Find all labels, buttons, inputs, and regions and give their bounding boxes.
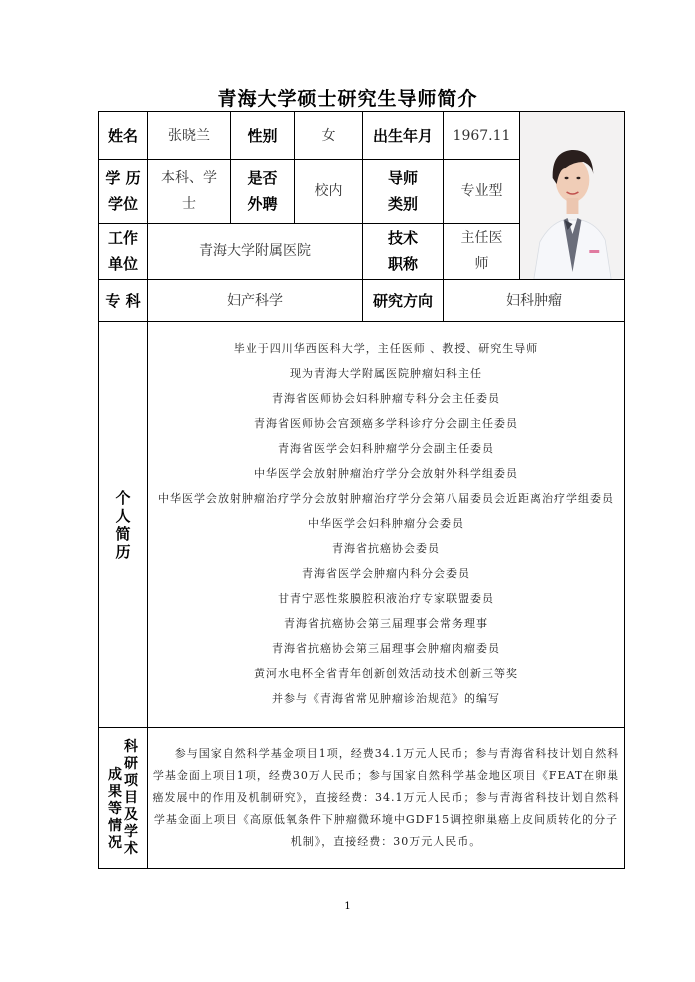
- bio-label-char: 个: [115, 488, 131, 507]
- bio-item: 毕业于四川华西医科大学，主任医师 、教授、研究生导师: [233, 342, 539, 355]
- degree-value-line1: 本科、学: [161, 170, 217, 187]
- degree-label-line2: 学位: [107, 195, 138, 214]
- research-value: 妇科肿瘤: [444, 280, 625, 322]
- work-label-line2: 单位: [107, 255, 138, 274]
- achievements-label-char: 学: [124, 823, 138, 840]
- achievements-label-char: 术: [124, 840, 138, 857]
- degree-label: [99, 160, 148, 223]
- gender-label: 性别: [231, 112, 295, 160]
- achievements-label-col1: [108, 745, 122, 852]
- achievements-label-col2: [124, 739, 138, 858]
- achievements-label-char: 情: [108, 817, 122, 834]
- external-label: [231, 160, 295, 223]
- bio-item: 中华医学会放射肿瘤治疗学分会放射外科学组委员: [254, 467, 518, 480]
- bio-item: 青海省抗癌协会第三届理事会肿瘤肉瘤委员: [272, 642, 500, 655]
- bio-item: 并参与《青海省常见肿瘤诊治规范》的编写: [272, 692, 500, 705]
- achievements-label-char: 果: [108, 783, 122, 800]
- photo-cell: [520, 112, 625, 280]
- bio-item: 黄河水电杯全省青年创新创效活动技术创新三等奖: [254, 667, 518, 680]
- gender-value: 女: [295, 112, 363, 160]
- external-value: 校内: [295, 160, 363, 223]
- type-label: [363, 160, 444, 223]
- title-label: [363, 223, 444, 279]
- bio-item: 青海省医师协会妇科肿瘤专科分会主任委员: [272, 392, 500, 405]
- bio-item: 青海省医学会妇科肿瘤学分会副主任委员: [278, 442, 494, 455]
- name-value: 张晓兰: [148, 112, 231, 160]
- degree-value: [148, 160, 231, 223]
- research-label: 研究方向: [363, 280, 444, 322]
- page-number: 1: [344, 901, 351, 912]
- name-label: 姓名: [99, 112, 148, 160]
- bio-item: 中华医学会放射肿瘤治疗学分会放射肿瘤治疗学分会第八届委员会近距离治疗学组委员: [158, 492, 614, 505]
- birth-label: 出生年月: [363, 112, 444, 160]
- degree-value-line2: 士: [182, 196, 196, 213]
- title-value: [444, 223, 520, 279]
- type-label-line1: 导师: [387, 169, 418, 188]
- bio-label-char: 简: [115, 524, 131, 543]
- external-label-line2: 外聘: [247, 195, 278, 214]
- bio-list: [148, 322, 625, 728]
- type-label-line2: 类别: [387, 195, 418, 214]
- title-label-line2: 职称: [387, 255, 418, 274]
- work-value: 青海大学附属医院: [148, 223, 363, 279]
- bio-label-char: 人: [115, 506, 131, 525]
- bio-item: 青海省医学会肿瘤内科分会委员: [302, 567, 470, 580]
- birth-value: 1967.11: [444, 112, 520, 160]
- title-label-line1: 技术: [387, 229, 418, 248]
- achievements-label-char: 研: [124, 755, 138, 772]
- external-label-line1: 是否: [247, 169, 278, 188]
- bio-label-char: 历: [115, 542, 131, 561]
- bio-label: [99, 322, 148, 728]
- degree-label-line1: 学 历: [105, 169, 141, 188]
- achievements-text: 参与国家自然科学基金项目1项，经费34.1万元人民币；参与青海省科技计划自然科学基金面上项目1项，经费30万人民币；参与国家自然科学基金地区项目《FEAT在卵巢癌发展中的作用及机制研究》，直接经费：34.1万元人民币；参与青海省科技计划自然科学基金面上项目《高原低氧条件下肿瘤微环境中GDF15调控卵巢癌上皮间质转化的分子机制》，直接经费：30万元人民币。: [148, 728, 625, 869]
- page-title: 青海大学硕士研究生导师简介: [217, 88, 478, 110]
- major-value: 妇产科学: [148, 280, 363, 322]
- major-label: 专 科: [99, 280, 148, 322]
- achievements-label-char: 等: [108, 800, 122, 817]
- bio-item: 甘青宁恶性浆膜腔积液治疗专家联盟委员: [278, 592, 494, 605]
- achievements-label-char: 目: [124, 789, 138, 806]
- achievements-label-char: 成: [108, 766, 122, 783]
- bio-item: 现为青海大学附属医院肿瘤妇科主任: [290, 367, 482, 380]
- achievements-label-char: 及: [124, 806, 138, 823]
- title-value-line1: 主任医: [460, 230, 503, 247]
- work-label-line1: 工作: [107, 229, 138, 248]
- bio-item: 青海省抗癌协会委员: [332, 542, 440, 555]
- bio-item: 青海省抗癌协会第三届理事会常务理事: [284, 617, 488, 630]
- profile-table: [98, 111, 625, 869]
- type-value: 专业型: [444, 160, 520, 223]
- title-value-line2: 师: [474, 256, 489, 273]
- achievements-label-char: 况: [108, 834, 122, 851]
- bio-item: 青海省医师协会宫颈癌多学科诊疗分会副主任委员: [254, 417, 518, 430]
- achievements-label: [99, 728, 148, 869]
- achievements-label-char: 项: [124, 772, 138, 789]
- achievements-label-char: 科: [124, 738, 138, 755]
- bio-item: 中华医学会妇科肿瘤分会委员: [308, 517, 464, 530]
- portrait-image: [520, 112, 624, 279]
- portrait-photo: [520, 112, 624, 279]
- work-label: [99, 223, 148, 279]
